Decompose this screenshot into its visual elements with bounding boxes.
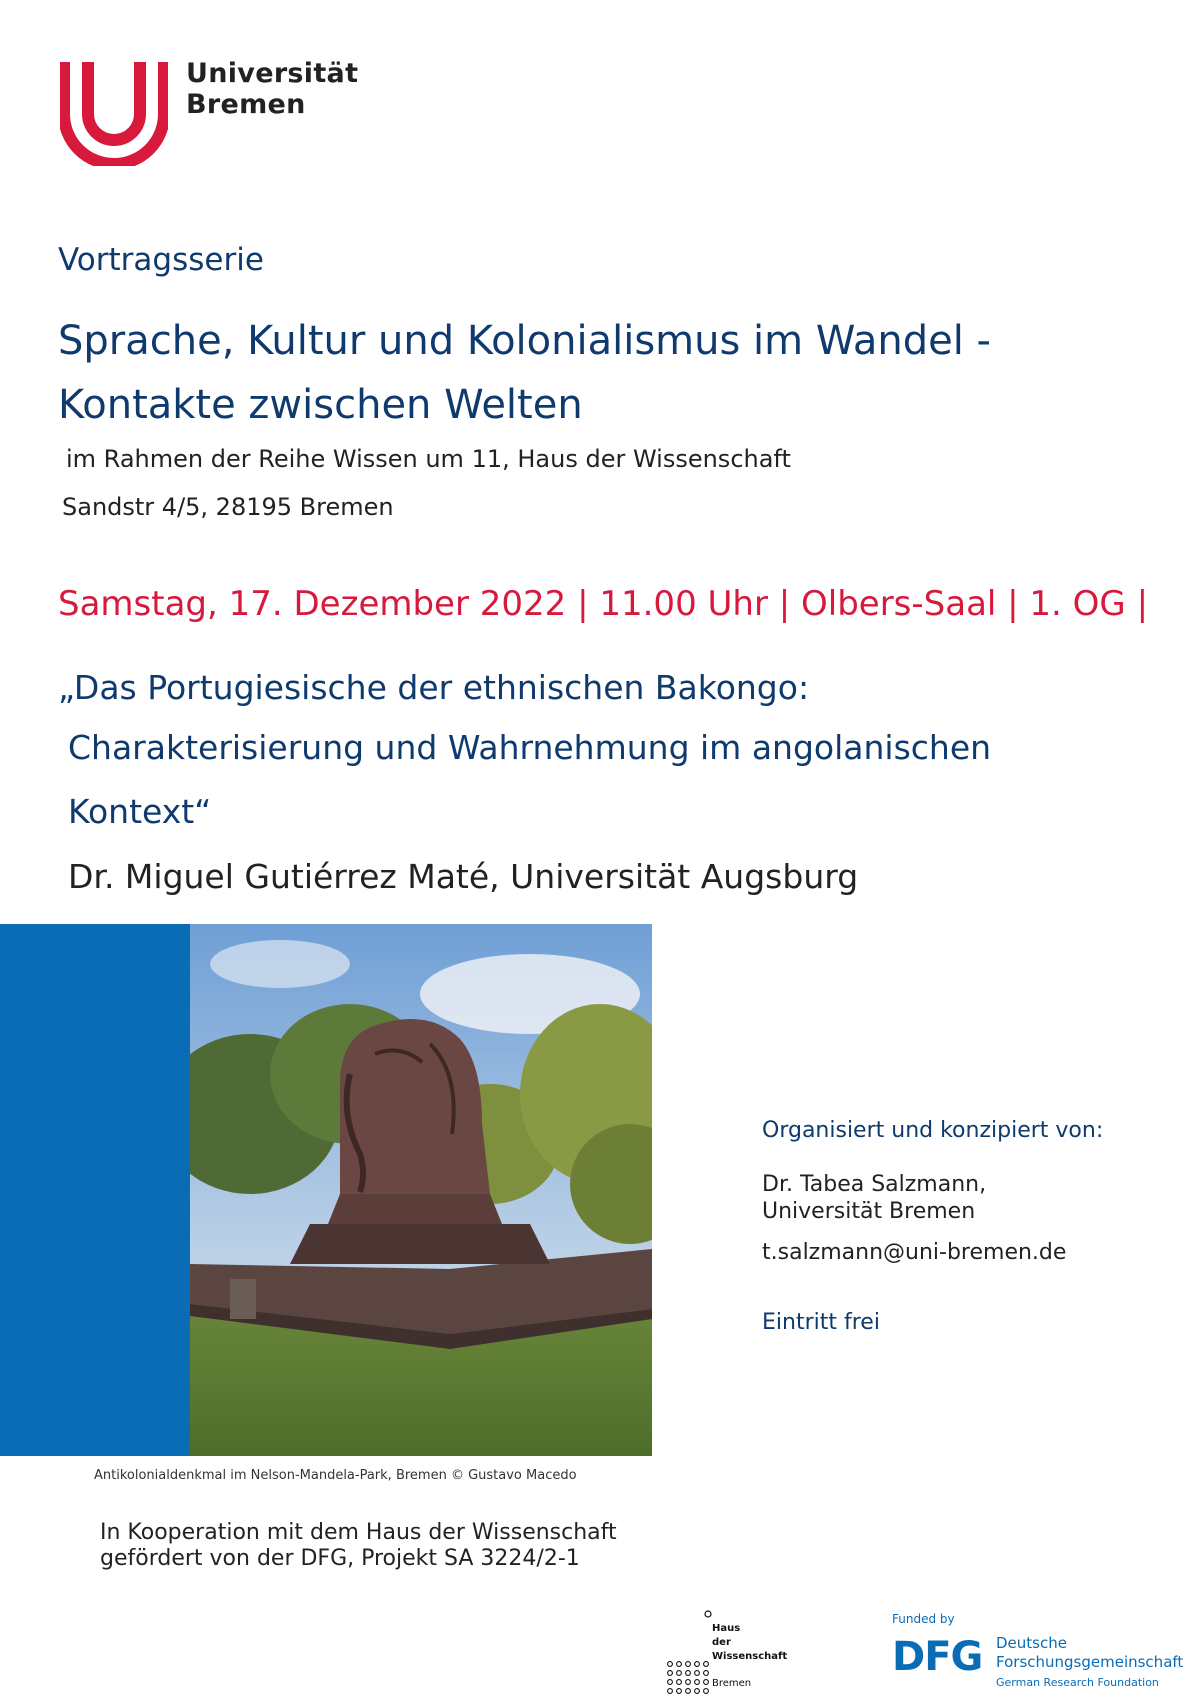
talk-title-line2: Charakterisierung und Wahrnehmung im angolanischen [68, 728, 992, 767]
organizer-name: Dr. Tabea Salzmann, [762, 1172, 987, 1197]
university-name [186, 58, 358, 120]
cooperation-line2: gefördert von der DFG, Projekt SA 3224/2-1 [100, 1546, 580, 1571]
haus-logo-line2: der [712, 1637, 731, 1648]
series-context: im Rahmen der Reihe Wissen um 11, Haus der Wissenschaft [66, 445, 791, 473]
cooperation-line1: In Kooperation mit dem Haus der Wissenschaft [100, 1520, 617, 1545]
talk-title-line3: Kontext“ [68, 792, 212, 831]
venue-address: Sandstr 4/5, 28195 Bremen [62, 493, 394, 521]
haus-logo-line1: Haus [712, 1623, 741, 1634]
dfg-name-line1: Deutsche [996, 1634, 1067, 1652]
university-name-line1: Universität [186, 58, 359, 89]
university-logo [60, 62, 168, 166]
organizer-email[interactable]: t.salzmann@uni-bremen.de [762, 1240, 1067, 1265]
dfg-funded-by: Funded by [892, 1612, 955, 1626]
talk-title-line1: „Das Portugiesische der ethnischen Bakongo: [58, 668, 810, 707]
speaker: Dr. Miguel Gutiérrez Maté, Universität Augsburg [68, 857, 859, 896]
monument-photo [190, 924, 652, 1456]
dfg-logo-mark: DFG [892, 1634, 983, 1680]
series-title-line2: Kontakte zwischen Welten [58, 382, 583, 428]
organizer-heading: Organisiert und konzipiert von: [762, 1118, 1104, 1143]
decorative-blue-bar [0, 924, 190, 1456]
haus-logo-city: Bremen [712, 1678, 752, 1689]
series-title-line1: Sprache, Kultur und Kolonialismus im Wandel - [58, 318, 991, 364]
haus-logo-line3: Wissenschaft [712, 1651, 788, 1662]
series-label: Vortragsserie [58, 242, 264, 278]
dfg-name-line3: German Research Foundation [996, 1676, 1159, 1689]
university-name-line2: Bremen [186, 89, 306, 120]
dfg-name-line2: Forschungsgemeinschaft [996, 1653, 1184, 1671]
photo-caption: Antikolonialdenkmal im Nelson-Mandela-Park, Bremen © Gustavo Macedo [94, 1468, 577, 1483]
haus-logo-text [712, 1622, 787, 1664]
event-date-line: Samstag, 17. Dezember 2022 | 11.00 Uhr | Olbers-Saal | 1. OG | [58, 584, 1149, 624]
admission-note: Eintritt frei [762, 1310, 880, 1335]
organizer-affiliation: Universität Bremen [762, 1199, 976, 1224]
